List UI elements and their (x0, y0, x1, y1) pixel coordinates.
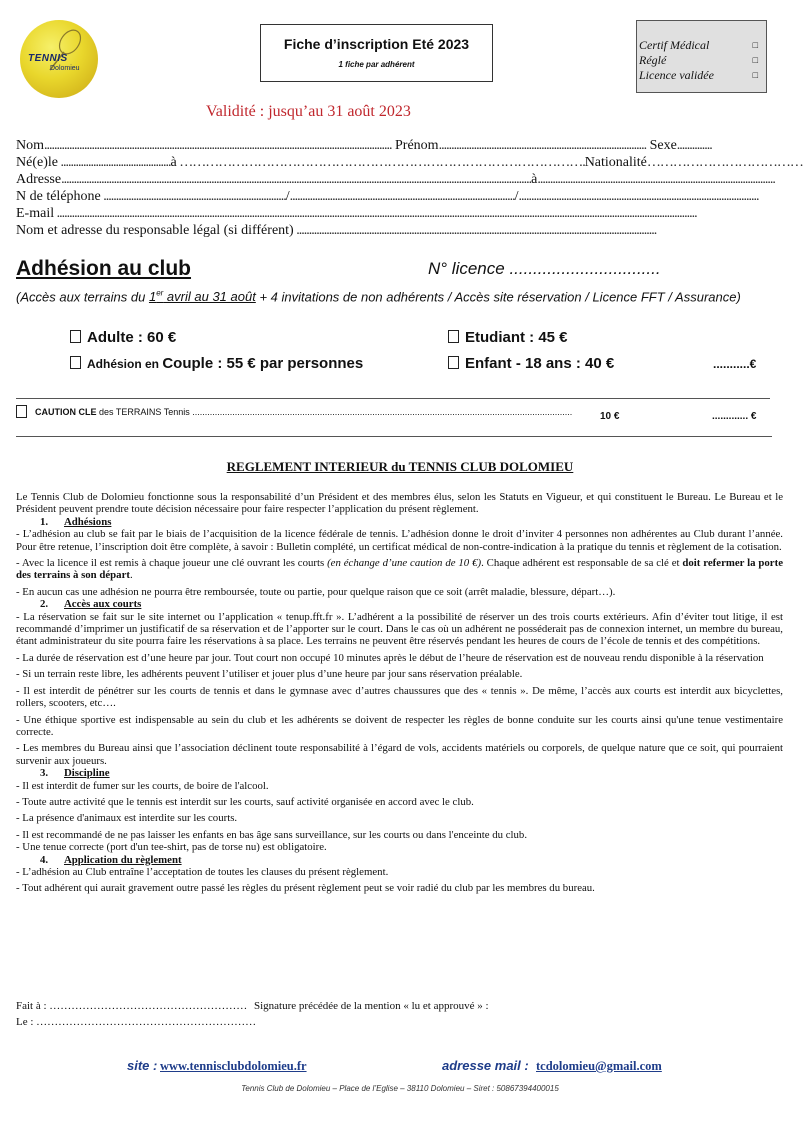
checkbox-icon[interactable] (448, 330, 459, 343)
paragraph: - Avec la licence il est remis à chaque joueur une clé ouvrant les courts (en échange d’une caution de 10 €). Chaque adhérent est responsable de sa clé et doit refermer la porte des terrains à son départ. (16, 557, 783, 582)
paragraph: - Les membres du Bureau ainsi que l’association déclinent toute responsabilité à l’égard de vols, accidents matériels ou corporels, de quelque nature que ce soit, qui pourraient survenir aux joueurs. (16, 742, 783, 767)
adhesion-title: Adhésion au club (16, 257, 192, 280)
section-heading: 4. Application du règlement (40, 853, 182, 866)
date-field[interactable]: Le : …………………………………………………… (16, 1016, 257, 1028)
paragraph: - L’adhésion au club se fait par le biais de l’acquisition de la licence fédérale de tennis. L’adhésion donne le droit d’inviter 4 personnes non adhérentes au Club durant l’année. Pour être retenue, l’inscription doit être complète, à savoir : Bulletin complété, un certificat médical de non-contre-indication à la pratique du tennis et règlement de la cotisation. (16, 528, 783, 553)
paragraph: - La réservation se fait sur le site internet ou l’application « tenup.fft.fr ». L’adhérent a la possibilité de réserver un des trois courts extérieurs. Afin d’éviter tout litige, il est recommandé d’imprimer un justificatif de sa réservation et de l’apporter sur le court. Dans le cas où un adhérent ne posséderait pas de connexion internet, un membre du bureau, étant administrateur du site pourra faire les réservations à sa place. Les terrains ne peuvent être réservés pendant les heures de cours de l’école de tennis et des compétitions. (16, 610, 783, 648)
option-adulte[interactable]: Adulte : 60 € (70, 329, 176, 346)
paragraph: - Il est interdit de pénétrer sur les courts de tennis et dans le gymnase avec d’autres chaussures que des « tennis ». De même, l’accès aux courts est interdit aux bicyclettes, rollers, scooters, etc…. (16, 684, 783, 710)
caution-total[interactable]: ............. € (712, 411, 757, 422)
divider (16, 436, 772, 437)
site-label: site : (127, 1058, 158, 1073)
form-title: Fiche d’inscription Eté 2023 (283, 36, 470, 52)
divider (16, 398, 770, 399)
caution-cle-row[interactable]: CAUTION CLE des TERRAINS Tennis ........................................................................................................................................................ (16, 405, 572, 418)
paragraph: - Si un terrain reste libre, les adhérents peuvent l’utiliser et jouer plus d’une heure par jour sans réservation préalable. (16, 668, 523, 681)
admin-item-regle: Réglé □ (639, 53, 758, 67)
option-enfant[interactable]: Enfant - 18 ans : 40 € (448, 355, 614, 372)
checkbox-icon[interactable]: □ (752, 55, 758, 65)
paragraph: - Une tenue correcte (port d'un tee-shirt, pas de torse nu) est obligatoire. (16, 841, 327, 854)
admin-item-licence: Licence validée □ (639, 68, 758, 82)
identity-row-birth[interactable]: Né(e)le ............................................à ………………………………………………………………………………….Nationalité……………………………… (16, 155, 803, 170)
licence-number-field[interactable]: N° licence ................................ (428, 259, 661, 278)
logo-text: TENNIS (28, 53, 68, 64)
footer-address: Tennis Club de Dolomieu – Place de l’Eglise – 38110 Dolomieu – Siret : 50867394400015 (241, 1084, 559, 1093)
paragraph: - La présence d'animaux est interdite sur les courts. (16, 812, 238, 825)
option-etudiant[interactable]: Etudiant : 45 € (448, 329, 568, 346)
admin-item-certif: Certif Médical □ (639, 38, 758, 52)
paragraph: - Toute autre activité que le tennis est interdit sur les courts, sauf activité organisée en accord avec le club. (16, 795, 474, 808)
checkbox-icon[interactable] (16, 405, 27, 418)
identity-row-email[interactable]: E-mail ................................................................................................................................................................................................................................................................ (16, 206, 697, 221)
reglement-intro: Le Tennis Club de Dolomieu fonctionne sous la responsabilité d’un Président et des membres élus, selon les Statuts en Vigueur, et qui constituent le Bureau. Le Bureau et le Président peuvent prendre toute décision nécessaire pour faire respecter l’application du présent règlement. (16, 491, 783, 516)
caution-amount: 10 € (600, 411, 620, 422)
paragraph: - L’adhésion au Club entraîne l’acceptation de toutes les clauses du présent règlement. (16, 865, 389, 878)
reglement-body (16, 491, 783, 895)
identity-row-name[interactable]: Nom........................................................................................................................................... Prénom................................................................................... Sexe.............. (16, 138, 712, 153)
mail-label: adresse mail : (442, 1058, 529, 1073)
adhesion-total[interactable]: ...........€ (713, 357, 757, 371)
logo-subtext: Dolomieu (50, 65, 80, 72)
admin-checklist (636, 20, 767, 93)
checkbox-icon[interactable]: □ (752, 70, 758, 80)
paragraph: - Il est recommandé de ne pas laisser les enfants en bas âge sans surveillance, sur les courts ou dans l'enceinte du club. (16, 828, 528, 841)
paragraph: - En aucun cas une adhésion ne pourra être remboursée, toute ou partie, pour quelque raison que ce soit (arrêt maladie, blessure, départ…). (16, 585, 616, 598)
identity-row-address[interactable]: Adresse............................................................................................................................................................................................à............................................................................................... (16, 172, 775, 187)
site-link[interactable]: www.tennisclubdolomieu.fr (160, 1059, 307, 1073)
section-heading: 2. Accès aux courts (40, 598, 142, 611)
section-heading: 1. Adhésions (40, 515, 112, 528)
mail-link[interactable]: tcdolomieu@gmail.com (536, 1059, 662, 1073)
checkbox-icon[interactable]: □ (752, 40, 758, 50)
identity-row-phone[interactable]: N de téléphone ........................................................................./........................................................................................../................................................................................................ (16, 189, 759, 204)
section-heading: 3. Discipline (40, 767, 110, 780)
validity-date: Validité : jusqu’au 31 août 2023 (206, 103, 411, 120)
checkbox-icon[interactable] (448, 356, 459, 369)
reglement-title: REGLEMENT INTERIEUR du TENNIS CLUB DOLOMIEU (226, 459, 574, 474)
paragraph: - La durée de réservation est d’une heure par jour. Tout court non occupé 10 minutes après le début de l’heure de réservation est de nouveau rendu disponible à la réservation (16, 651, 764, 664)
club-logo (20, 20, 98, 98)
title-box (260, 24, 493, 82)
paragraph: - Il est interdit de fumer sur les courts, de boire de l'alcool. (16, 779, 269, 792)
checkbox-icon[interactable] (70, 330, 81, 343)
paragraph: - Une éthique sportive est indispensable au sein du club et les adhérents se doivent de respecter les règles de bonne conduite sur les courts ainsi qu'une tenue vestimentaire correcte. (16, 713, 783, 738)
signature-mention: Signature précédée de la mention « lu et approuvé » : (254, 1000, 489, 1012)
identity-row-guardian[interactable]: Nom et adresse du responsable légal (si différent) ................................................................................................................................................ (16, 223, 657, 238)
paragraph: - Tout adhérent qui aurait gravement outre passé les règles du présent règlement peut se voir radié du club par les membres du bureau. (16, 882, 595, 895)
adhesion-description: (Accès aux terrains du 1er avril au 31 août + 4 invitations de non adhérents / Accès site réservation / Licence FFT / Assurance) (16, 289, 741, 305)
form-subtitle: 1 fiche par adhérent (338, 60, 415, 69)
checkbox-icon[interactable] (70, 356, 81, 369)
option-couple[interactable]: Adhésion en Couple : 55 € par personnes (70, 355, 363, 372)
fait-a-field[interactable]: Fait à : ……………………………………………… (16, 1000, 248, 1012)
